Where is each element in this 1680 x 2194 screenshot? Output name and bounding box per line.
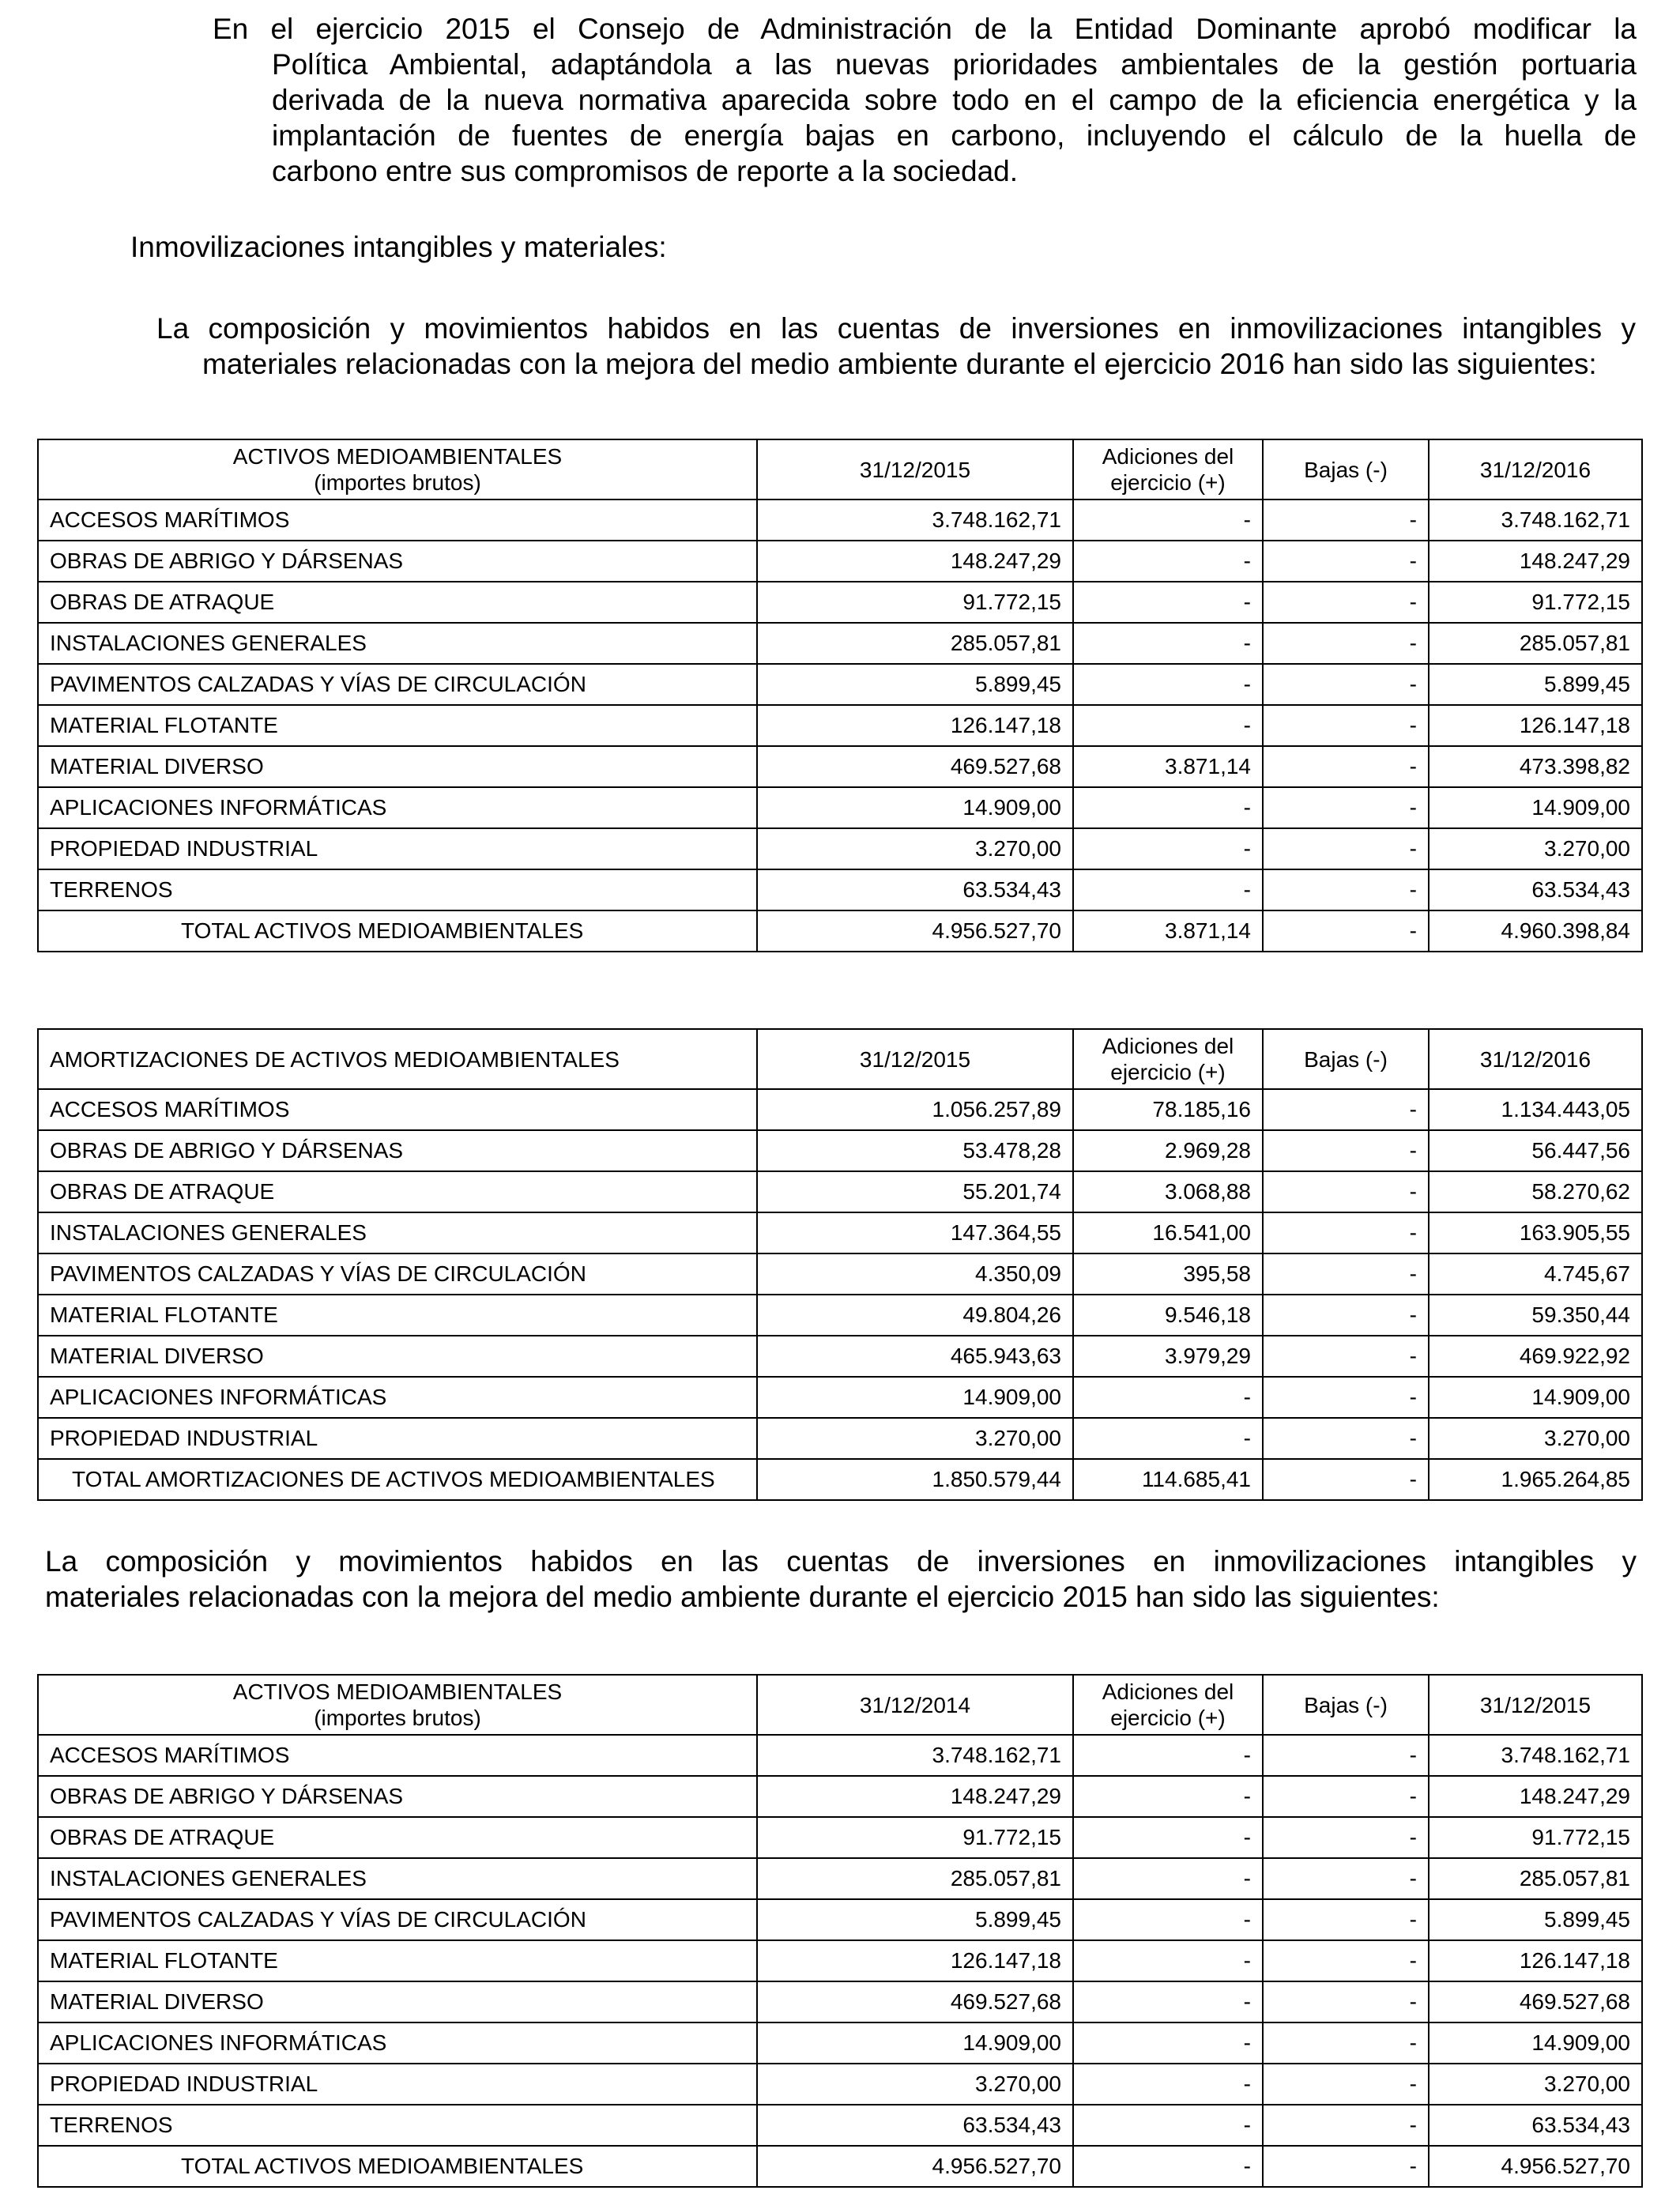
cell-concept: APLICACIONES INFORMÁTICAS	[38, 1377, 757, 1418]
cell-closing-balance: 91.772,15	[1429, 582, 1642, 623]
cell-closing-balance: 285.057,81	[1429, 1858, 1642, 1899]
cell-concept: INSTALACIONES GENERALES	[38, 1212, 757, 1253]
cell-opening-balance: 55.201,74	[757, 1171, 1073, 1212]
table-header-row	[38, 439, 1642, 499]
cell-disposals: -	[1263, 705, 1429, 746]
header-concept: ACTIVOS MEDIOAMBIENTALES (importes brutos)	[38, 439, 757, 499]
cell-concept: TERRENOS	[38, 2105, 757, 2146]
cell-closing-balance: 1.965.264,85	[1429, 1459, 1642, 1500]
cell-additions: -	[1073, 1940, 1263, 1981]
cell-concept: PROPIEDAD INDUSTRIAL	[38, 2064, 757, 2105]
cell-concept: PAVIMENTOS CALZADAS Y VÍAS DE CIRCULACIÓN	[38, 1899, 757, 1940]
table-row	[38, 1418, 1642, 1459]
cell-closing-balance: 56.447,56	[1429, 1130, 1642, 1171]
cell-additions: -	[1073, 541, 1263, 582]
cell-disposals: -	[1263, 1940, 1429, 1981]
cell-concept: MATERIAL FLOTANTE	[38, 1940, 757, 1981]
cell-closing-balance: 473.398,82	[1429, 746, 1642, 787]
table-row	[38, 705, 1642, 746]
cell-concept: PROPIEDAD INDUSTRIAL	[38, 1418, 757, 1459]
cell-opening-balance: 91.772,15	[757, 1817, 1073, 1858]
cell-disposals: -	[1263, 664, 1429, 705]
cell-closing-balance: 148.247,29	[1429, 541, 1642, 582]
cell-closing-balance: 63.534,43	[1429, 869, 1642, 910]
cell-disposals: -	[1263, 828, 1429, 869]
cell-additions: 114.685,41	[1073, 1459, 1263, 1500]
cell-concept: MATERIAL DIVERSO	[38, 1981, 757, 2022]
cell-opening-balance: 148.247,29	[757, 1776, 1073, 1817]
cell-concept: MATERIAL DIVERSO	[38, 1336, 757, 1377]
para-2015-line-2: materiales relacionadas con la mejora del medio ambiente durante el ejercicio 2015 han sido las siguientes:	[45, 1581, 1440, 1613]
cell-additions: -	[1073, 2022, 1263, 2064]
cell-closing-balance: 3.270,00	[1429, 1418, 1642, 1459]
cell-additions: 3.979,29	[1073, 1336, 1263, 1377]
cell-closing-balance: 163.905,55	[1429, 1212, 1642, 1253]
cell-opening-balance: 53.478,28	[757, 1130, 1073, 1171]
table-row	[38, 1212, 1642, 1253]
table-row	[38, 2064, 1642, 2105]
cell-disposals: -	[1263, 2105, 1429, 2146]
cell-disposals: -	[1263, 2022, 1429, 2064]
cell-closing-balance: 126.147,18	[1429, 705, 1642, 746]
cell-concept: OBRAS DE ABRIGO Y DÁRSENAS	[38, 541, 757, 582]
cell-disposals: -	[1263, 2146, 1429, 2187]
cell-additions: -	[1073, 1858, 1263, 1899]
intro-line-3: derivada de la nueva normativa aparecida sobre todo en el campo de la eficiencia energética y la	[272, 84, 1637, 116]
cell-closing-balance: 469.922,92	[1429, 1336, 1642, 1377]
header-disposals: Bajas (-)	[1263, 1029, 1429, 1089]
cell-closing-balance: 4.960.398,84	[1429, 910, 1642, 952]
cell-concept: PROPIEDAD INDUSTRIAL	[38, 828, 757, 869]
cell-additions: -	[1073, 869, 1263, 910]
cell-opening-balance: 3.748.162,71	[757, 1735, 1073, 1776]
header-concept: ACTIVOS MEDIOAMBIENTALES (importes brutos)	[38, 1675, 757, 1735]
cell-opening-balance: 63.534,43	[757, 2105, 1073, 2146]
cell-concept: TOTAL AMORTIZACIONES DE ACTIVOS MEDIOAMBIENTALES	[38, 1459, 757, 1500]
cell-opening-balance: 465.943,63	[757, 1336, 1073, 1377]
cell-opening-balance: 3.270,00	[757, 1418, 1073, 1459]
intro-line-4: implantación de fuentes de energía bajas en carbono, incluyendo el cálculo de la huella de	[272, 119, 1637, 152]
header-disposals: Bajas (-)	[1263, 1675, 1429, 1735]
cell-disposals: -	[1263, 1295, 1429, 1336]
cell-disposals: -	[1263, 787, 1429, 828]
cell-additions: -	[1073, 2105, 1263, 2146]
table-total-row	[38, 1459, 1642, 1500]
cell-opening-balance: 126.147,18	[757, 705, 1073, 746]
cell-opening-balance: 126.147,18	[757, 1940, 1073, 1981]
cell-closing-balance: 126.147,18	[1429, 1940, 1642, 1981]
cell-additions: -	[1073, 1776, 1263, 1817]
cell-additions: -	[1073, 1899, 1263, 1940]
cell-disposals: -	[1263, 1336, 1429, 1377]
cell-opening-balance: 469.527,68	[757, 746, 1073, 787]
table-row	[38, 746, 1642, 787]
cell-opening-balance: 3.270,00	[757, 828, 1073, 869]
intro-paragraph	[213, 11, 1637, 189]
table-amortizaciones-2016	[37, 1028, 1643, 1501]
table-row	[38, 1295, 1642, 1336]
cell-opening-balance: 147.364,55	[757, 1212, 1073, 1253]
cell-opening-balance: 3.270,00	[757, 2064, 1073, 2105]
cell-additions: -	[1073, 828, 1263, 869]
table-row	[38, 2105, 1642, 2146]
header-opening-date: 31/12/2014	[757, 1675, 1073, 1735]
cell-concept: APLICACIONES INFORMÁTICAS	[38, 787, 757, 828]
table-row	[38, 623, 1642, 664]
cell-concept: ACCESOS MARÍTIMOS	[38, 499, 757, 541]
cell-opening-balance: 91.772,15	[757, 582, 1073, 623]
table-row	[38, 1940, 1642, 1981]
table-row	[38, 499, 1642, 541]
header-disposals: Bajas (-)	[1263, 439, 1429, 499]
table-row	[38, 2022, 1642, 2064]
cell-closing-balance: 3.270,00	[1429, 2064, 1642, 2105]
table-row	[38, 1130, 1642, 1171]
cell-additions: -	[1073, 787, 1263, 828]
cell-closing-balance: 14.909,00	[1429, 1377, 1642, 1418]
header-concept: AMORTIZACIONES DE ACTIVOS MEDIOAMBIENTALES	[38, 1029, 757, 1089]
cell-additions: -	[1073, 2064, 1263, 2105]
cell-opening-balance: 3.748.162,71	[757, 499, 1073, 541]
table-activos-2016	[37, 439, 1643, 952]
table-activos-2015	[37, 1674, 1643, 2188]
table-row	[38, 1981, 1642, 2022]
table-row	[38, 828, 1642, 869]
cell-disposals: -	[1263, 1171, 1429, 1212]
cell-concept: INSTALACIONES GENERALES	[38, 1858, 757, 1899]
cell-closing-balance: 3.270,00	[1429, 828, 1642, 869]
para-2015-line-1: La composición y movimientos habidos en las cuentas de inversiones en inmovilizaciones intangibles y	[45, 1545, 1637, 1578]
cell-opening-balance: 5.899,45	[757, 1899, 1073, 1940]
table-row	[38, 1899, 1642, 1940]
cell-additions: -	[1073, 664, 1263, 705]
cell-concept: PAVIMENTOS CALZADAS Y VÍAS DE CIRCULACIÓN	[38, 664, 757, 705]
para-2016-line-1: La composición y movimientos habidos en las cuentas de inversiones en inmovilizaciones intangibles y	[156, 312, 1636, 345]
table-row	[38, 1089, 1642, 1130]
cell-closing-balance: 3.748.162,71	[1429, 1735, 1642, 1776]
table-row	[38, 1253, 1642, 1295]
table-header-row	[38, 1029, 1642, 1089]
cell-opening-balance: 14.909,00	[757, 1377, 1073, 1418]
cell-disposals: -	[1263, 1899, 1429, 1940]
header-additions: Adiciones del ejercicio (+)	[1073, 1029, 1263, 1089]
cell-closing-balance: 4.745,67	[1429, 1253, 1642, 1295]
cell-opening-balance: 5.899,45	[757, 664, 1073, 705]
header-opening-date: 31/12/2015	[757, 1029, 1073, 1089]
cell-concept: MATERIAL DIVERSO	[38, 746, 757, 787]
cell-concept: TOTAL ACTIVOS MEDIOAMBIENTALES	[38, 910, 757, 952]
table-row	[38, 1817, 1642, 1858]
paragraph-2015	[45, 1544, 1637, 1615]
header-closing-date: 31/12/2015	[1429, 1675, 1642, 1735]
cell-closing-balance: 59.350,44	[1429, 1295, 1642, 1336]
cell-disposals: -	[1263, 1089, 1429, 1130]
cell-closing-balance: 5.899,45	[1429, 1899, 1642, 1940]
cell-additions: 3.871,14	[1073, 746, 1263, 787]
cell-disposals: -	[1263, 1776, 1429, 1817]
cell-disposals: -	[1263, 1130, 1429, 1171]
intro-line-2: Política Ambiental, adaptándola a las nuevas prioridades ambientales de la gestión portuaria	[272, 48, 1637, 81]
cell-disposals: -	[1263, 746, 1429, 787]
header-closing-date: 31/12/2016	[1429, 1029, 1642, 1089]
cell-concept: APLICACIONES INFORMÁTICAS	[38, 2022, 757, 2064]
cell-concept: OBRAS DE ABRIGO Y DÁRSENAS	[38, 1776, 757, 1817]
cell-additions: 3.068,88	[1073, 1171, 1263, 1212]
cell-additions: -	[1073, 1418, 1263, 1459]
cell-disposals: -	[1263, 1981, 1429, 2022]
cell-disposals: -	[1263, 541, 1429, 582]
cell-opening-balance: 14.909,00	[757, 2022, 1073, 2064]
cell-closing-balance: 148.247,29	[1429, 1776, 1642, 1817]
cell-additions: 3.871,14	[1073, 910, 1263, 952]
table-row	[38, 1171, 1642, 1212]
cell-concept: OBRAS DE ATRAQUE	[38, 582, 757, 623]
cell-disposals: -	[1263, 1253, 1429, 1295]
cell-opening-balance: 4.956.527,70	[757, 910, 1073, 952]
cell-additions: -	[1073, 2146, 1263, 2187]
cell-concept: TOTAL ACTIVOS MEDIOAMBIENTALES	[38, 2146, 757, 2187]
cell-additions: -	[1073, 499, 1263, 541]
cell-closing-balance: 91.772,15	[1429, 1817, 1642, 1858]
cell-disposals: -	[1263, 623, 1429, 664]
cell-additions: 78.185,16	[1073, 1089, 1263, 1130]
cell-disposals: -	[1263, 910, 1429, 952]
cell-opening-balance: 1.056.257,89	[757, 1089, 1073, 1130]
paragraph-2016	[156, 311, 1636, 382]
table-total-row	[38, 2146, 1642, 2187]
cell-opening-balance: 148.247,29	[757, 541, 1073, 582]
cell-additions: 395,58	[1073, 1253, 1263, 1295]
cell-additions: -	[1073, 623, 1263, 664]
cell-closing-balance: 3.748.162,71	[1429, 499, 1642, 541]
cell-disposals: -	[1263, 582, 1429, 623]
cell-closing-balance: 63.534,43	[1429, 2105, 1642, 2146]
cell-concept: OBRAS DE ABRIGO Y DÁRSENAS	[38, 1130, 757, 1171]
cell-disposals: -	[1263, 2064, 1429, 2105]
cell-additions: 16.541,00	[1073, 1212, 1263, 1253]
section-heading: Inmovilizaciones intangibles y materiales:	[130, 231, 667, 263]
table-row	[38, 1735, 1642, 1776]
cell-concept: OBRAS DE ATRAQUE	[38, 1817, 757, 1858]
header-additions: Adiciones del ejercicio (+)	[1073, 1675, 1263, 1735]
cell-disposals: -	[1263, 1858, 1429, 1899]
cell-opening-balance: 63.534,43	[757, 869, 1073, 910]
intro-line-1: En el ejercicio 2015 el Consejo de Administración de la Entidad Dominante aprobó modificar la	[213, 13, 1637, 45]
cell-disposals: -	[1263, 1377, 1429, 1418]
table-header-row	[38, 1675, 1642, 1735]
cell-concept: ACCESOS MARÍTIMOS	[38, 1089, 757, 1130]
cell-opening-balance: 285.057,81	[757, 623, 1073, 664]
table-total-row	[38, 910, 1642, 952]
cell-disposals: -	[1263, 1418, 1429, 1459]
cell-opening-balance: 469.527,68	[757, 1981, 1073, 2022]
cell-opening-balance: 1.850.579,44	[757, 1459, 1073, 1500]
cell-disposals: -	[1263, 499, 1429, 541]
cell-additions: -	[1073, 1817, 1263, 1858]
cell-closing-balance: 5.899,45	[1429, 664, 1642, 705]
table-row	[38, 1377, 1642, 1418]
cell-additions: 2.969,28	[1073, 1130, 1263, 1171]
table-row	[38, 1776, 1642, 1817]
cell-closing-balance: 285.057,81	[1429, 623, 1642, 664]
cell-concept: MATERIAL FLOTANTE	[38, 705, 757, 746]
cell-closing-balance: 14.909,00	[1429, 2022, 1642, 2064]
cell-concept: TERRENOS	[38, 869, 757, 910]
cell-opening-balance: 14.909,00	[757, 787, 1073, 828]
cell-opening-balance: 4.350,09	[757, 1253, 1073, 1295]
cell-closing-balance: 1.134.443,05	[1429, 1089, 1642, 1130]
table-row	[38, 869, 1642, 910]
cell-additions: -	[1073, 582, 1263, 623]
header-additions: Adiciones del ejercicio (+)	[1073, 439, 1263, 499]
table-row	[38, 582, 1642, 623]
header-opening-date: 31/12/2015	[757, 439, 1073, 499]
table-row	[38, 541, 1642, 582]
table-row	[38, 1336, 1642, 1377]
cell-disposals: -	[1263, 869, 1429, 910]
cell-closing-balance: 469.527,68	[1429, 1981, 1642, 2022]
cell-disposals: -	[1263, 1735, 1429, 1776]
cell-concept: ACCESOS MARÍTIMOS	[38, 1735, 757, 1776]
cell-closing-balance: 4.956.527,70	[1429, 2146, 1642, 2187]
cell-additions: 9.546,18	[1073, 1295, 1263, 1336]
cell-additions: -	[1073, 705, 1263, 746]
header-closing-date: 31/12/2016	[1429, 439, 1642, 499]
cell-disposals: -	[1263, 1817, 1429, 1858]
intro-line-5: carbono entre sus compromisos de reporte a la sociedad.	[272, 155, 1019, 187]
cell-closing-balance: 14.909,00	[1429, 787, 1642, 828]
cell-concept: MATERIAL FLOTANTE	[38, 1295, 757, 1336]
cell-opening-balance: 4.956.527,70	[757, 2146, 1073, 2187]
cell-opening-balance: 49.804,26	[757, 1295, 1073, 1336]
cell-additions: -	[1073, 1377, 1263, 1418]
table-row	[38, 787, 1642, 828]
cell-concept: PAVIMENTOS CALZADAS Y VÍAS DE CIRCULACIÓN	[38, 1253, 757, 1295]
cell-opening-balance: 285.057,81	[757, 1858, 1073, 1899]
cell-concept: OBRAS DE ATRAQUE	[38, 1171, 757, 1212]
cell-disposals: -	[1263, 1459, 1429, 1500]
cell-additions: -	[1073, 1981, 1263, 2022]
cell-additions: -	[1073, 1735, 1263, 1776]
cell-concept: INSTALACIONES GENERALES	[38, 623, 757, 664]
table-row	[38, 664, 1642, 705]
table-row	[38, 1858, 1642, 1899]
para-2016-line-2: materiales relacionadas con la mejora del medio ambiente durante el ejercicio 2016 han sido las siguientes:	[202, 348, 1597, 380]
cell-disposals: -	[1263, 1212, 1429, 1253]
cell-closing-balance: 58.270,62	[1429, 1171, 1642, 1212]
